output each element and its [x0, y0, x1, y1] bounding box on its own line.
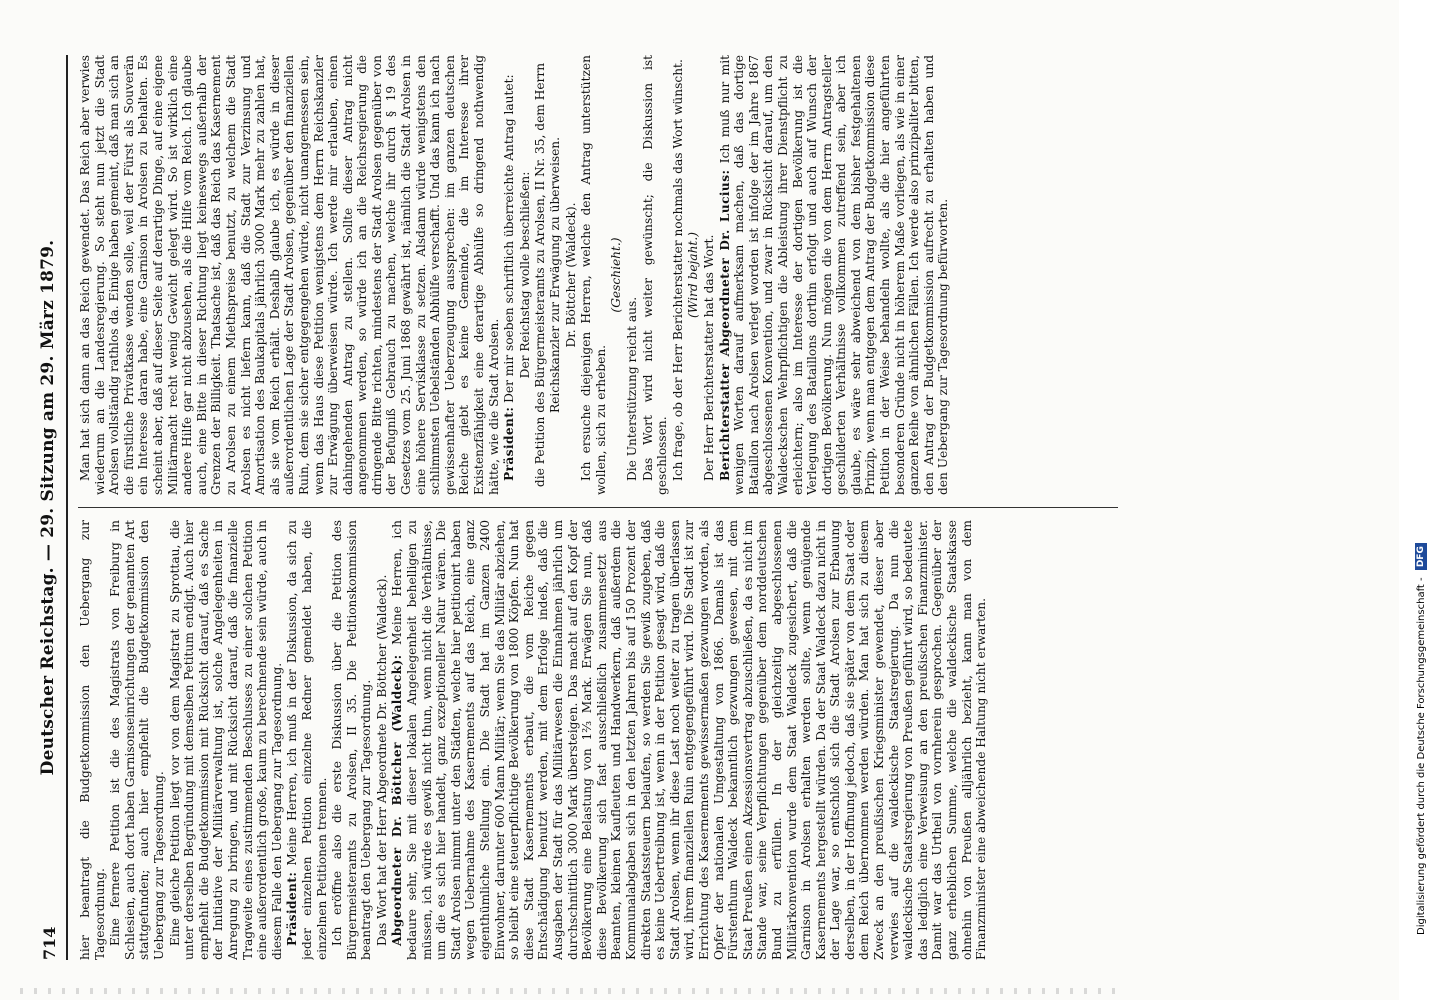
paragraph-text: Meine Herren, ich muß in der Diskussion, da sich zu jeder einzelnen Petition einzelne Redner gemeldet haben, die einzelnen Petitionen trennen.: [285, 520, 329, 960]
speaker-name: Abgeordneter Dr. Böttcher (Waldeck):: [390, 654, 405, 946]
paragraph-text: Der Reichstag wolle beschließen:: [517, 171, 532, 379]
right-column-paragraph: [671, 55, 686, 495]
left-text-column: [78, 520, 1138, 960]
paragraph-text: Ich ersuche diejenigen Herren, welche den Antrag unterstützen wollen, sich zu erheben.: [579, 55, 608, 495]
paragraph-text: die Petition des Bürgermeisteramts zu Arolsen, II Nr. 35, dem Herrn Reichskanzler zur Erwägung zu überweisen.: [533, 62, 562, 488]
right-column-paragraph: [641, 55, 670, 495]
right-column-paragraph: [78, 55, 501, 495]
left-column-paragraph: [375, 520, 390, 960]
paragraph-text: Der mir soeben schriftlich überreichte Antrag lautet:: [502, 74, 517, 403]
header-rule: [66, 55, 68, 960]
credit-text: Digitalisierung gefördert durch die Deutsche Forschungsgemeinschaft -: [1416, 577, 1427, 935]
speaker-name: Berichterstatter Abgeordneter Dr. Lucius:: [717, 169, 732, 481]
column-divider: [78, 507, 1118, 508]
speaker-name: Präsident:: [502, 406, 517, 481]
right-column-paragraph: [609, 55, 624, 495]
right-column-paragraph: [533, 55, 562, 495]
left-column-paragraph: [108, 520, 166, 960]
paragraph-text: (Wird bejaht.): [686, 232, 701, 318]
left-column-paragraph: [285, 520, 329, 960]
right-column-paragraph: [564, 55, 579, 495]
page-header: [38, 55, 64, 960]
paragraph-text: Eine fernere Petition ist die des Magistrats von Freiburg in Schlesien, auch dort haben Garnisonseinrichtungen der genannten Art stattgefunden; auch hier empfiehlt die Budgetkommission den Uebergang zur Tagesordnung.: [108, 520, 166, 960]
paragraph-text: Man hat sich dann an das Reich gewendet. Das Reich aber verwies wiederum an die Landesregierung. So steht nun jetzt die Stadt Arolsen vollständig rathlos da. Einige haben gemeint, daß man sich an die fürstliche Privatkasse wenden solle, weil der Fürst als Souverän ein Interesse daran habe, eine Garnison in Arolsen zu behalten. Es scheint aber, daß auf dieser Seite auf derartige Dinge, auf eine eigene Militärmacht recht wenig Gewicht gelegt wird. So ist wirklich eine andere Hilfe gar nicht abzusehen, als die Hilfe vom Reich. Ich glaube auch, eine Bitte in dieser Richtung liegt keineswegs außerhalb der Grenzen der Billigkeit. Thatsache ist, daß das Reich das Kasernement zu Arolsen zu einem Miethspreise benutzt, zu welchem die Stadt Arolsen es nicht liefern kann, daß die Stadt zur Verzinsung und Amortisation des Baukapitals jährlich 3000 Mark mehr zu zahlen hat, als sie vom Reich erhält. Deshalb glaube ich, es würde in dieser außerordentlichen Lage der Stadt Arolsen, gegenüber den finanziellen Ruin, dem sie sicher entgegengehen würde, nicht unangemessen sein, wenn das Haus diese Petition wenigstens dem Herrn Reichskanzler zur Erwägung überweisen würde. Ich werde mir erlauben, einen dahingehenden Antrag zu stellen. Sollte dieser Antrag nicht angenommen werden, so würde ich an die Reichsregierung die dringende Bitte richten, mindestens der Stadt Arolsen gegenüber von der Befugniß Gebrauch zu machen, welche ihr durch § 19 des Gesetzes vom 25. Juni 1868 gewährt ist, nämlich die Stadt Arolsen in eine höhere Servisklasse zu setzen. Alsdann würde wenigstens den schlimmsten Uebelständen Abhülfe verschafft. Und das kann ich nach gewissenhafter Ueberzeugung aussprechen: im ganzen deutschen Reiche giebt es keine Gemeinde, die im Interesse ihrer Existenzfähigkeit eine derartige Abhülfe so dringend nothwendig hätte, wie die Stadt Arolsen.: [78, 55, 501, 495]
paragraph-text: Dr. Böttcher (Waldeck).: [563, 202, 578, 348]
right-column-paragraph: [686, 55, 701, 495]
paragraph-text: Der Herr Berichterstatter hat das Wort.: [701, 234, 716, 481]
paragraph-text: hier beantragt die Budgetkommission den Uebergang zur Tagesordnung.: [78, 520, 107, 960]
right-column-paragraph: [702, 55, 717, 495]
paragraph-text: (Geschieht.): [609, 237, 624, 313]
right-column-paragraph: [518, 55, 533, 495]
paragraph-text: Das Wort hat der Herr Abgeordnete Dr. Böttcher (Waldeck).: [374, 574, 389, 946]
paragraph-text: Die Unterstützung reicht aus.: [624, 296, 639, 481]
page-title: Deutscher Reichstag. — 29. Sitzung am 29. März 1879.: [38, 239, 58, 776]
paragraph-text: Das Wort wird nicht weiter gewünscht; die Diskussion ist geschlossen.: [640, 55, 670, 495]
paragraph-text: Ich muß nur mit wenigen Worten darauf aufmerksam machen, daß das dortige Bataillon nach Arolsen verlegt worden ist infolge der im Jahre 1867 abgeschlossenen Konvention, und zwar in Rücksicht darauf, um den Waldeckschen Wehrpflichtigen die Ableistung ihrer Dienstpflicht zu erleichtern; also im Interesse der dortigen Bevölkerung ist die Verlegung des Bataillons dorthin erfolgt und auch auf Wunsch der dortigen Bevölkerung. Nun mögen die von dem Herrn Antragsteller geschilderten Verhältnisse vollkommen zutreffend sein, aber ich glaube, es wäre sehr abweichend von dem bisher festgehaltenen Prinzip, wenn man entgegen dem Antrag der Budgetkommission diese Petition in der Weise behandeln wollte, als die hier angeführten besonderen Gründe nicht in höherem Maße vorliegen, als wie in einer ganzen Reihe von ähnlichen Fällen. Ich werde also prinzipaliter bitten, den Antrag der Budgetkommission aufrecht zu erhalten haben und den Uebergang zur Tagesordnung befürworten.: [717, 55, 951, 495]
right-column-paragraph: [625, 55, 640, 495]
left-column-paragraph: [168, 520, 285, 960]
right-column-paragraph: [502, 55, 517, 495]
dfg-logo: DFG: [1415, 543, 1427, 570]
paragraph-text: Meine Herren, ich bedaure sehr, Sie mit dieser lokalen Angelegenheit behelligen zu müssen, ich würde es gewiß nicht thun, wenn nicht die Verhältnisse, um die es sich hier handelt, ganz exzeptioneller Natur wären. Die Stadt Arolsen nimmt unter den Städten, welche hier petitionirt haben wegen Uebernahme des Kasernements auf das Reich, eine ganz eigenthümliche Stellung ein. Die Stadt hat im Ganzen 2400 Einwohner, darunter 600 Mann Militär; wenn Sie das Militär abziehen, so bleibt eine steuerpflichtige Bevölkerung von 1800 Köpfen. Nun hat diese Stadt Kasernements erbaut, die vom Reiche gegen Entschädigung benutzt werden, mit dem Erfolge indeß, daß die Ausgaben der Stadt für das Militärwesen die Einnahmen jährlich um durchschnittlich 3000 Mark übersteigen. Das macht auf den Kopf der Bevölkerung eine Belastung von 1⅔ Mark. Erwägen Sie nun, daß diese Bevölkerung sich fast ausschließlich zusammensetzt aus Beamten, kleinen Kaufleuten und Handwerkern, daß außerdem die Kommunalabgaben sich in den letzten Jahren bis auf 150 Prozent der direkten Staatssteuern belaufen, so werden Sie gewiß zugeben, daß es keine Uebertreibung ist, wenn in der Petition gesagt wird, daß die Stadt Arolsen, wenn ihr diese Last noch weiter zu tragen überlassen wird, ihrem finanziellen Ruin entgegengeführt wird. Die Stadt ist zur Errichtung des Kasernements gewissermaßen gezwungen worden, als Opfer der nationalen Umgestaltung von 1866. Damals ist das Fürstenthum Waldeck bekanntlich gezwungen gewesen, mit dem Staat Preußen einen Akzessionsvertrag abzuschließen, da es nicht im Stande war, seine Verpflichtungen gegenüber dem norddeutschen Bund zu erfüllen. In der gleichzeitig abgeschlossenen Militärkonvention wurde dem Staat Waldeck zugesichert, daß die Garnison in Arolsen erhalten werden sollte, wenn genügende Kasernements hergestellt würden. Da der Staat Waldeck dazu nicht in der Lage war, so entschloß sich die Stadt Arolsen zur Erbauung derselben, in der Hoffnung jedoch, daß sie später von dem Staat oder dem Reich übernommen werden würden. Man hat sich zu diesem Zweck an den preußischen Kriegsminister gewendet, dieser aber verwies auf die waldeckische Staatsregierung. Da nun die waldeckische Staatsregierung von Preußen geführt wird, so bedeutete das lediglich eine Verweisung an den preußischen Finanzminister. Damit war das Urtheil von vornherein gesprochen. Gegenüber der ganz erheblichen Summe, welche die waldeckische Staatskasse ohnehin von Preußen alljährlich bezieht, kann man von dem Finanzminister eine abweichende Haltung nicht erwarten.: [390, 520, 989, 960]
scan-edge-noise: [20, 988, 1120, 994]
paragraph-text: Ich frage, ob der Herr Berichterstatter nochmals das Wort wünscht.: [670, 59, 685, 481]
page-number: 714: [40, 926, 59, 960]
left-column-paragraph: [330, 520, 374, 960]
right-column-paragraph: [579, 55, 608, 495]
left-column-paragraph: [78, 520, 107, 960]
left-column-paragraph: [390, 520, 988, 960]
paragraph-text: Ich eröffne also die erste Diskussion über die Petition des Bürgermeisteramts zu Arolsen, II 35. Die Petitionskommission beantragt den Uebergang zur Tagesordnung.: [330, 520, 374, 960]
right-column-paragraph: [718, 55, 952, 495]
paragraph-text: Eine gleiche Petition liegt vor von dem Magistrat zu Sprottau, die unter derselben Begründung mit demselben Petitum endigt. Auch hier empfiehlt die Budgetkommission mit Rücksicht darauf, daß es Sache der Initiative der Militärverwaltung ist, solche Angelegenheiten in Anregung zu bringen, und mit Rücksicht darauf, daß die finanzielle Tragweite eines zustimmenden Beschlusses zu einer solchen Petition eine außerordentlich große, kaum zu berechnende sein würde, auch in diesem Falle den Uebergang zur Tagesordnung.: [167, 520, 284, 960]
digitization-credit: [1399, 0, 1432, 1000]
speaker-name: Präsident:: [285, 871, 300, 946]
right-text-column: [78, 55, 1138, 495]
